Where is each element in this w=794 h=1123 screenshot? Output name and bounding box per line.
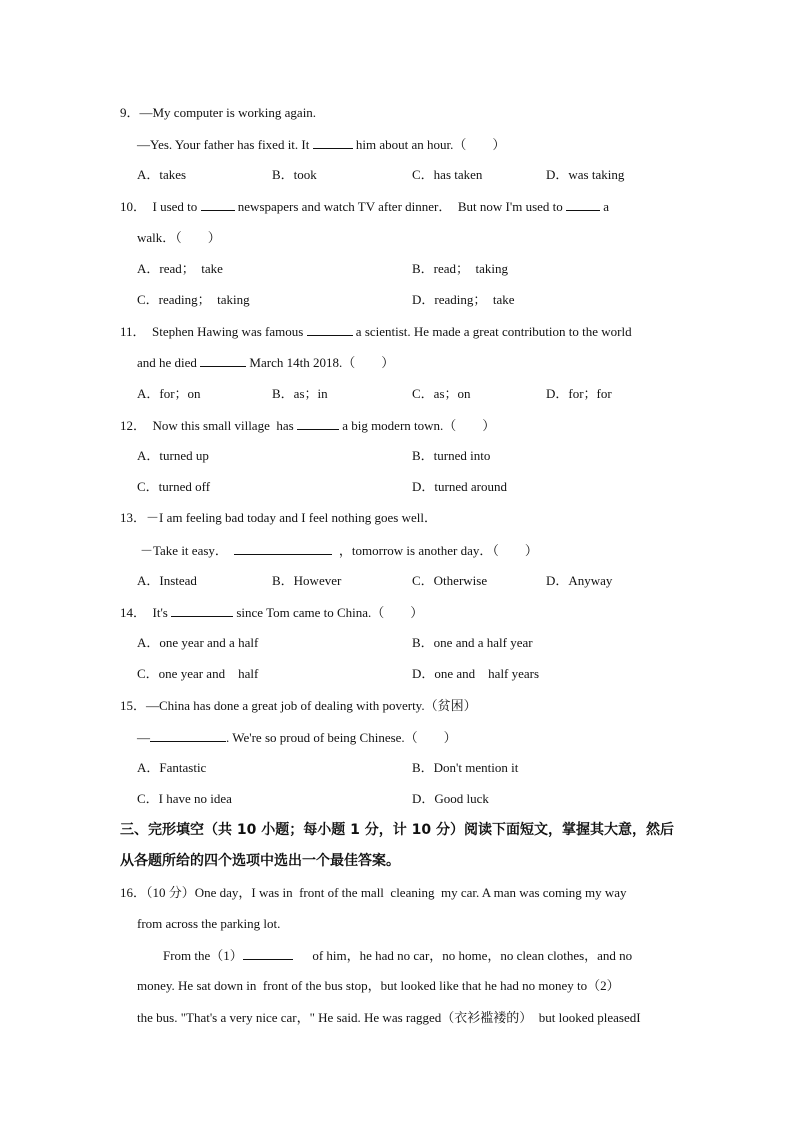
q11-blank-1: [307, 323, 353, 336]
section-3-heading-cont: 从各题所给的四个选项中选出一个最佳答案。: [120, 853, 400, 869]
q15-option-d: D．Good luck: [412, 791, 489, 806]
q9-text-a: —Yes. Your father has fixed it. It: [137, 137, 313, 152]
q14-text-b: since Tom came to China.（ ）: [233, 605, 424, 620]
q13-option-a: A．Instead: [137, 573, 197, 588]
q10-text-c: a: [600, 199, 610, 214]
q10-blank-1: [201, 198, 235, 211]
q11-text-c: and he died: [137, 355, 201, 370]
q11-text-b: a scientist. He made a great contribution to the world: [352, 324, 632, 339]
q14-option-b: B．one and a half year: [412, 635, 533, 650]
q13-option-b: B．However: [272, 573, 342, 588]
q12-option-d: D．turned around: [412, 479, 507, 494]
q14-blank: [171, 604, 233, 617]
q11-option-c: C．as；on: [412, 386, 471, 401]
q16-text-a: From the（1）: [137, 948, 243, 963]
q15-answer-line: [137, 729, 457, 746]
q13-option-d: D．Anyway: [546, 573, 613, 588]
q14-option-d: D．one and half years: [412, 666, 540, 681]
q12-option-a: A．turned up: [137, 448, 209, 463]
q14-text-a: 14． It's: [120, 605, 172, 620]
q10-question: [120, 198, 609, 215]
q12-text-b: a big modern town.（ ）: [338, 418, 496, 433]
q15-option-a: A．Fantastic: [137, 760, 207, 775]
q11-option-d: D．for；for: [546, 386, 612, 401]
q12-option-b: B．turned into: [412, 448, 491, 463]
q9-blank: [313, 136, 353, 149]
q11-option-a: A．for；on: [137, 386, 201, 401]
q12-option-c: C．turned off: [137, 479, 211, 494]
q16-text-b: of him，he had no car，no home，no clean clothes，and no: [292, 948, 633, 963]
q10-option-c: C．reading； taking: [137, 292, 250, 307]
q16-line-5: the bus. "That's a very nice car，" He said. He was ragged（衣衫褴褛的） but looked pleasedI: [137, 1010, 641, 1025]
q15-text-a: —: [137, 730, 150, 745]
q11-text-d: March 14th 2018.（ ）: [246, 355, 395, 370]
q14-option-a: A．one year and a half: [137, 635, 259, 650]
q12-blank: [297, 417, 339, 430]
section-3-heading: 三、完形填空（共 10 小题；每小题 1 分，计 10 分）阅读下面短文，掌握其大意，然后: [120, 822, 674, 838]
q13-text-a: －Take it easy．: [140, 543, 235, 558]
q15-blank: [150, 729, 226, 742]
q11-text-a: 11． Stephen Hawing was famous: [120, 324, 307, 339]
q10-text-a: 10． I used to: [120, 199, 201, 214]
q16-line-2: from across the parking lot.: [137, 916, 281, 931]
q15-question: 15．—China has done a great job of dealing with poverty.（贫困）: [120, 698, 477, 713]
q10-option-b: B．read； taking: [412, 261, 509, 276]
q15-text-b: . We're so proud of being Chinese.（ ）: [226, 730, 457, 745]
q16-line-3: [137, 947, 632, 964]
q9-answer-line: [137, 136, 505, 153]
q9-option-a: A．takes: [137, 167, 187, 182]
q9-option-c: C．has taken: [412, 167, 483, 182]
q11-question: [120, 323, 632, 340]
q14-option-c: C．one year and half: [137, 666, 259, 681]
q12-text-a: 12． Now this small village has: [120, 418, 297, 433]
q16-line-4: money. He sat down in front of the bus stop，but looked like that he had no money to（2）: [137, 978, 620, 993]
q16-blank-1: [243, 947, 293, 960]
q10-option-a: A．read； take: [137, 261, 223, 276]
q10-option-d: D．reading； take: [412, 292, 515, 307]
q13-question: 13．－I am feeling bad today and I feel nothing goes well．: [120, 510, 437, 525]
q9-option-d: D．was taking: [546, 167, 625, 182]
q13-answer-line: [140, 542, 538, 559]
q15-option-c: C．I have no idea: [137, 791, 232, 806]
q10-question-cont: walk．（ ）: [137, 230, 221, 245]
q9-option-b: B．took: [272, 167, 317, 182]
q11-question-cont: [137, 354, 394, 371]
q13-text-b: ，tomorrow is another day．（ ）: [332, 543, 538, 558]
q14-question: [120, 604, 423, 621]
q13-blank: [234, 542, 332, 555]
q9-question: 9．—My computer is working again.: [120, 105, 317, 120]
q16-line-1: 16．（10 分）One day，I was in front of the mall cleaning my car. A man was coming my way: [120, 885, 627, 900]
q13-option-c: C．Otherwise: [412, 573, 488, 588]
q11-blank-2: [200, 354, 246, 367]
q9-text-b: him about an hour.（ ）: [352, 137, 506, 152]
q15-option-b: B．Don't mention it: [412, 760, 519, 775]
q10-text-b: newspapers and watch TV after dinner． But now I'm used to: [234, 199, 567, 214]
q12-question: [120, 417, 495, 434]
q11-option-b: B．as；in: [272, 386, 328, 401]
q10-blank-2: [566, 198, 600, 211]
